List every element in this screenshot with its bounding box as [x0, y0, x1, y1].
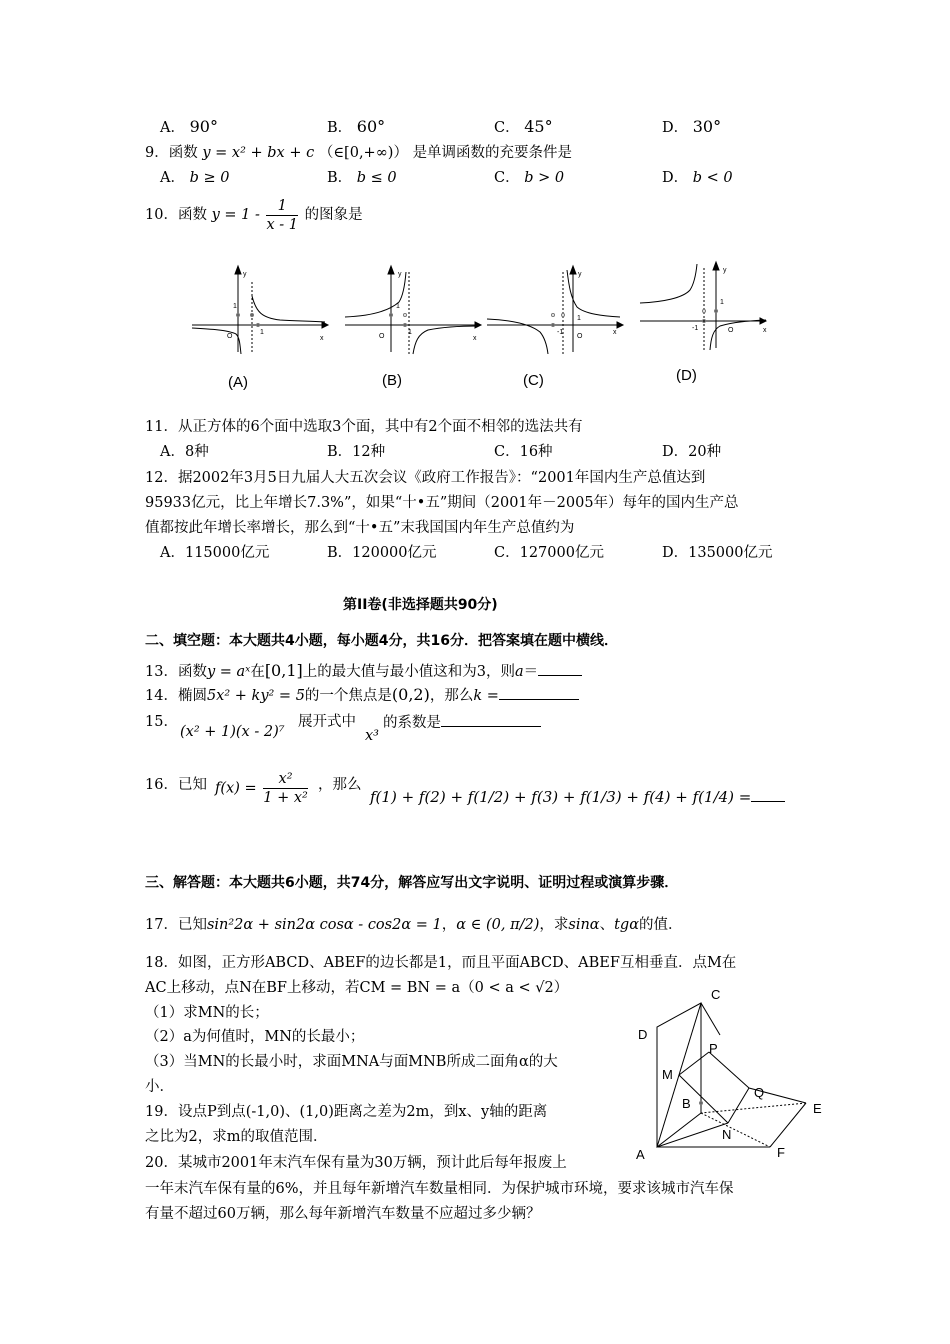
graph-c-neg1: -1: [557, 329, 564, 336]
q13-answer-blank[interactable]: [538, 661, 582, 676]
q10-tail: 的图象是: [304, 207, 363, 223]
graph-d-y: y: [723, 267, 727, 274]
q12-line2: 95933亿元，比上年增长7.3%”，如果“十•五”期间（2001年－2005年）每年的国内生产总: [145, 495, 739, 511]
q8-a-value: 90°: [189, 117, 218, 136]
q8-option-a: [160, 117, 218, 138]
q9-a-value: b ≥ 0: [189, 170, 230, 186]
q8-c-label: C．: [494, 120, 520, 136]
q16-p1: 16．已知: [145, 777, 207, 793]
fig-point-p: P: [709, 1041, 718, 1056]
graph-d: [638, 258, 778, 353]
q9-b-value: b ≤ 0: [356, 170, 397, 186]
q9-option-d: [662, 168, 733, 188]
graph-b-1y: 1: [396, 303, 400, 310]
q16-sum-wrap: [370, 787, 785, 807]
graph-label-c: (C): [523, 372, 544, 389]
q17-t2: tgα: [614, 917, 639, 933]
q13-var: a: [514, 664, 524, 680]
q17-p4: 、: [599, 917, 615, 933]
fig-point-e: E: [813, 1101, 822, 1116]
fig-point-m: M: [662, 1067, 673, 1082]
q17-eq: sin²2α + sin2α cosα - cos2α = 1: [206, 917, 442, 933]
q16-num: x²: [263, 770, 308, 789]
q18-line5: （3）当MN的长最小时，求面MNA与面MNB所成二面角α的大: [145, 1054, 558, 1070]
q15-answer-blank[interactable]: [441, 712, 541, 727]
q9-b-label: B．: [327, 170, 353, 186]
q13-p1: 13．函数: [145, 664, 207, 680]
q17-cond: α ∈ (0, π/2): [456, 917, 540, 933]
graph-b-o: O: [379, 333, 385, 340]
q16-fraction: [263, 770, 308, 807]
q13-p3: 上的最大值与最小值这和为3，则: [302, 664, 515, 680]
graph-a-1y: 1: [233, 303, 237, 310]
graph-c: [485, 262, 625, 357]
fig-point-f: F: [777, 1145, 785, 1160]
q8-b-label: B．: [327, 120, 353, 136]
graph-d-o: O: [728, 327, 734, 334]
q9-text: 9．函数: [145, 145, 198, 161]
graph-b-y: y: [398, 271, 402, 278]
graph-d-1y: 1: [720, 299, 724, 306]
q9-d-value: b < 0: [692, 170, 733, 186]
q20-line2: 一年末汽车保有量的6%，并且每年新增汽车数量相同．为保护城市环境，要求该城市汽车保: [145, 1181, 734, 1197]
q12-option-b: B．120000亿元: [327, 545, 437, 561]
q18-line4: （2）a为何值时，MN的长最小；: [145, 1029, 365, 1045]
q8-a-label: A．: [160, 120, 185, 136]
q15-body: [180, 722, 285, 742]
q8-option-d: [662, 117, 721, 138]
q8-c-value: 45°: [524, 117, 553, 136]
q15-x3-wrap: [365, 726, 379, 746]
q14-p2: 的一个焦点是: [304, 688, 392, 704]
q9-domain: （∈[0,+∞)）: [318, 145, 408, 161]
q10-fraction: [266, 197, 298, 234]
q15-p3: 的系数是: [383, 715, 441, 731]
q13: [145, 661, 582, 682]
q15-p2: 展开式中: [298, 714, 356, 730]
q9-tail: 是单调函数的充要条件是: [412, 145, 573, 161]
q10-den: x - 1: [266, 216, 298, 233]
graph-label-a: (A): [228, 374, 248, 391]
section-3-heading: 三、解答题：本大题共6小题，共74分，解答应写出文字说明、证明过程或演算步骤．: [145, 875, 679, 891]
q14-point: (0,2): [391, 685, 430, 704]
q18-line3: （1）求MN的长；: [145, 1005, 269, 1021]
graph-b-x: x: [473, 335, 477, 342]
q17-p1: 17．已知: [145, 917, 207, 933]
q12-option-c: C．127000亿元: [494, 545, 604, 561]
section-2-heading: 二、填空题：本大题共4小题，每小题4分，共16分．把答案填在题中横线．: [145, 633, 618, 649]
graph-c-y: y: [578, 271, 582, 278]
part2-title: 第II卷(非选择题共90分): [343, 597, 498, 613]
q14: [145, 685, 579, 706]
q16-def: [215, 770, 310, 807]
q9-c-value: b > 0: [524, 170, 565, 186]
q17-t1: sinα: [568, 917, 600, 933]
graph-label-d: (D): [676, 367, 697, 384]
q20-line3: 有量不超过60万辆，那么每年新增汽车数量不应超过多少辆？: [145, 1206, 541, 1222]
q18-line6: 小．: [145, 1079, 174, 1095]
q9-option-b: [327, 168, 397, 188]
q9-c-label: C．: [494, 170, 520, 186]
graph-d-x: x: [763, 327, 767, 334]
q8-d-value: 30°: [692, 117, 722, 136]
q16-answer-blank[interactable]: [751, 787, 785, 802]
q12-line1: 12．据2002年3月5日九届人大五次会议《政府工作报告》：“2001年国内生产总值达到: [145, 470, 706, 486]
q10-lhs: y = 1 -: [211, 207, 260, 223]
q10-stem: [145, 195, 363, 235]
q15-body2: [298, 712, 356, 732]
q14-p3: ，那么: [429, 688, 474, 704]
q18-line1: 18．如图，正方形ABCD、ABEF的边长都是1，而且平面ABCD、ABEF互相垂直．点M在: [145, 955, 737, 971]
q9-a-label: A．: [160, 170, 185, 186]
q16-den: 1 + x²: [263, 790, 308, 806]
q13-eq: ＝: [523, 664, 539, 680]
q19-line1: 19．设点P到点(-1,0)、(1,0)距离之差为2m，到x、y轴的距离: [145, 1104, 548, 1120]
q14-f: 5x² + ky² = 5: [206, 688, 305, 704]
q15: [145, 712, 178, 732]
q13-f: y = aˣ: [206, 664, 251, 680]
q8-option-c: [494, 117, 553, 138]
q9-stem: [145, 143, 572, 163]
fig-point-b: B: [682, 1096, 691, 1111]
q11-option-b: B．12种: [327, 444, 386, 460]
q15-f: (x² + 1)(x - 2)⁷: [180, 724, 285, 740]
q9-d-label: D．: [662, 170, 689, 186]
q13-p2: 在: [250, 664, 265, 680]
graph-a-x: x: [320, 335, 324, 342]
graph-c-x: x: [613, 329, 617, 336]
q20-line1: 20．某城市2001年末汽车保有量为30万辆，预计此后每年报废上: [145, 1155, 567, 1171]
graph-a-1x: 1: [260, 329, 264, 336]
q12-line3: 值都按此年增长率增长，那么到“十•五”末我国国内年生产总值约为: [145, 520, 575, 536]
graph-a: [190, 262, 330, 357]
fig-point-q: Q: [754, 1085, 765, 1100]
q16-lhs: f(x) =: [215, 780, 257, 797]
q13-interval: [0,1]: [264, 661, 303, 680]
q14-answer-blank[interactable]: [499, 685, 579, 700]
q12-option-d: D．135000亿元: [662, 545, 773, 561]
q14-p1: 14．椭圆: [145, 688, 207, 704]
q8-d-label: D．: [662, 120, 689, 136]
q18-figure: [630, 985, 835, 1165]
q10-num: 1: [266, 197, 298, 216]
q17-p3: ，求: [539, 917, 569, 933]
q8-b-value: 60°: [356, 117, 386, 136]
q11-option-a: A．8种: [160, 444, 209, 460]
q9-option-a: [160, 168, 229, 188]
fig-point-n: N: [722, 1127, 732, 1142]
q9-option-c: [494, 168, 564, 188]
q11-option-d: D．20种: [662, 444, 722, 460]
graph-b: [343, 262, 483, 357]
graph-c-1y: 1: [577, 315, 581, 322]
q12-option-a: A．115000亿元: [160, 545, 270, 561]
q17-p2: ，: [441, 917, 457, 933]
q15-p1: 15．: [145, 714, 178, 730]
q18-line2: AC上移动，点N在BF上移动，若CM = BN = a（0 < a < √2）: [145, 980, 569, 996]
q15-tail: [383, 712, 541, 733]
graph-b-1x: 1: [408, 329, 412, 336]
q14-var: k =: [473, 688, 499, 704]
q16-sum: f(1) + f(2) + f(1/2) + f(3) + f(1/3) + f(4) + f(1/4) =: [370, 788, 752, 806]
graph-a-y: y: [243, 271, 247, 278]
graph-d-neg1: -1: [692, 325, 699, 332]
fig-point-a: A: [636, 1147, 645, 1162]
q11-option-c: C．16种: [494, 444, 553, 460]
fig-point-c: C: [711, 987, 721, 1002]
q11-stem: 11．从正方体的6个面中选取3个面，其中有2个面不相邻的选法共有: [145, 419, 583, 435]
fig-point-d: D: [638, 1027, 648, 1042]
q17-p5: 的值．: [639, 917, 683, 933]
q16-p2: ，那么: [318, 777, 362, 793]
q10-text: 10．函数: [145, 207, 207, 223]
q19-line2: 之比为2，求m的取值范围．: [145, 1129, 328, 1145]
graph-label-b: (B): [382, 372, 402, 389]
q15-x3: x³: [365, 728, 379, 744]
q17: [145, 915, 683, 935]
graph-a-o: O: [227, 333, 233, 340]
q8-option-b: [327, 117, 385, 138]
q9-function: y = x² + bx + c: [202, 145, 315, 161]
graph-c-o: O: [577, 333, 583, 340]
